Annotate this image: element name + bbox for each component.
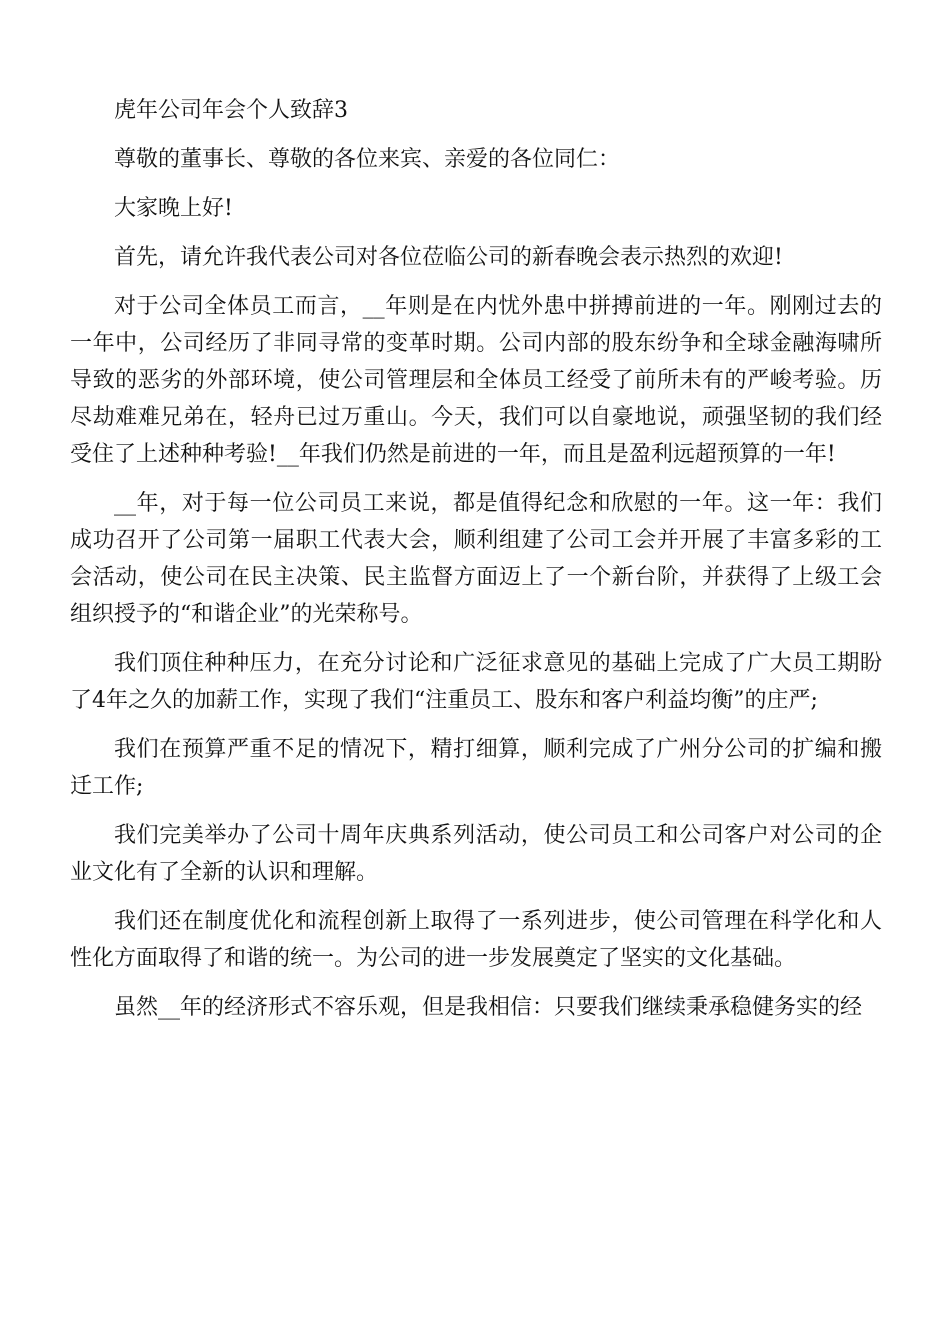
paragraph-process-innovation: 我们还在制度优化和流程创新上取得了一系列进步，使公司管理在科学化和人性化方面取得了和谐的统一。为公司的进一步发展奠定了坚实的文化基础。 (70, 909, 882, 971)
salutation: 尊敬的董事长、尊敬的各位来宾、亲爱的各位同仁： (114, 147, 621, 172)
paragraph-guangzhou-branch: 我们在预算严重不足的情况下，精打细算，顺利完成了广州分公司的扩编和搬迁工作; (70, 737, 882, 799)
paragraph-salary-raise: 我们顶住种种压力，在充分讨论和广泛征求意见的基础上完成了广大员工期盼了4年之久的加薪工作，实现了我们“注重员工、股东和客户利益均衡”的庄严; (70, 651, 882, 713)
paragraph-welcome: 首先，请允许我代表公司对各位莅临公司的新春晚会表示热烈的欢迎! (114, 245, 783, 270)
paragraph-outlook: 虽然__年的经济形式不容乐观，但是我相信：只要我们继续秉承稳健务实的经 (114, 995, 863, 1020)
paragraph-memorable-year: __年，对于每一位公司员工来说，都是值得纪念和欣慰的一年。这一年：我们成功召开了公司第一届职工代表大会，顺利组建了公司工会并开展了丰富多彩的工会活动，使公司在民主决策、民主监督方面迈上了一个新台阶，并获得了上级工会组织授予的“和谐企业”的光荣称号。 (70, 491, 882, 627)
paragraph-anniversary: 我们完美举办了公司十周年庆典系列活动，使公司员工和公司客户对公司的企业文化有了全新的认识和理解。 (70, 823, 882, 885)
document-title: 虎年公司年会个人致辞3 (114, 98, 348, 123)
paragraph-past-year: 对于公司全体员工而言，__年则是在内忧外患中拼搏前进的一年。刚刚过去的一年中，公司经历了非同寻常的变革时期。公司内部的股东纷争和全球金融海啸所导致的恶劣的外部环境，使公司管理层和全体员工经受了前所未有的严峻考验。历尽劫难难兄弟在，轻舟已过万重山。今天，我们可以自豪地说，顽强坚韧的我们经受住了上述种种考验!__年我们仍然是前进的一年，而且是盈利远超预算的一年! (70, 294, 882, 467)
document-page (70, 92, 882, 1038)
greeting: 大家晚上好! (114, 196, 233, 221)
